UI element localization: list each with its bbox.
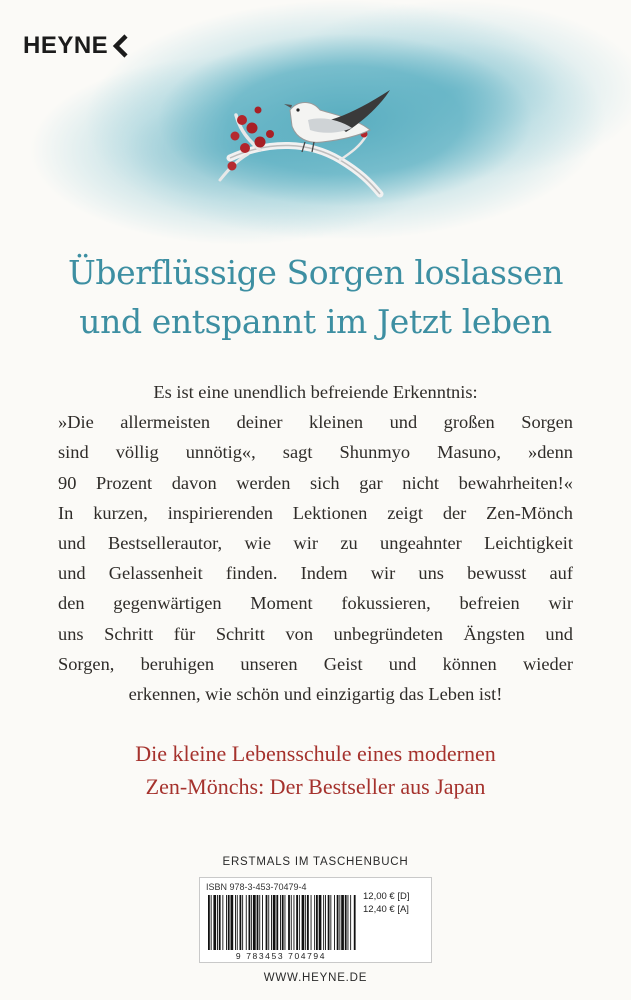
blurb-line: »Die allermeisten deiner kleinen und großen Sorgen xyxy=(58,412,573,433)
tagline-line: Die kleine Lebensschule eines modernen xyxy=(135,741,496,766)
publisher-logo xyxy=(23,32,130,60)
blurb-line: den gegenwärtigen Moment fokussieren, befreien wir xyxy=(58,593,573,614)
website-url: WWW.HEYNE.DE xyxy=(263,972,368,984)
tagline xyxy=(0,737,631,803)
tagline-line: Zen-Mönchs: Der Bestseller aus Japan xyxy=(145,774,486,799)
headline xyxy=(0,248,631,346)
blurb-line: erkennen, wie schön und einzigartig das Leben ist! xyxy=(128,684,503,705)
blurb-line: 90 Prozent davon werden sich gar nicht bewahrheiten!« xyxy=(58,472,573,493)
barcode-box xyxy=(199,877,432,963)
blurb-text xyxy=(58,377,573,709)
edition-note: ERSTMALS IM TASCHENBUCH xyxy=(222,856,409,868)
blurb-line: Sorgen, beruhigen unseren Geist und können wieder xyxy=(58,653,573,674)
heyne-chevron-logo-icon xyxy=(112,34,130,58)
blurb-line: sind völlig unnötig«, sagt Shunmyo Masuno, »denn xyxy=(58,442,573,463)
price-de: 12,00 € [D] xyxy=(363,891,410,902)
headline-line: Überflüssige Sorgen loslassen xyxy=(67,253,564,292)
blurb-line: uns Schritt für Schritt von unbegründeten Ängsten und xyxy=(58,623,573,644)
bird-on-branch-illustration xyxy=(190,70,420,200)
blurb-line: In kurzen, inspirierenden Lektionen zeigt der Zen-Mönch xyxy=(58,502,573,523)
blurb-line: und Gelassenheit finden. Indem wir uns bewusst auf xyxy=(58,563,573,584)
headline-line: und entspannt im Jetzt leben xyxy=(79,302,552,341)
publisher-name: HEYNE xyxy=(23,32,109,59)
barcode-bars xyxy=(206,895,356,950)
blurb-line: und Bestsellerautor, wie wir zu ungeahnter Leichtigkeit xyxy=(58,533,573,554)
isbn-label: ISBN 978-3-453-70479-4 xyxy=(206,882,307,892)
blurb-line: Es ist eine unendlich befreiende Erkenntnis: xyxy=(153,382,478,402)
price-list xyxy=(363,890,409,916)
barcode-number: 9 783453 704794 xyxy=(235,951,327,961)
price-at: 12,40 € [A] xyxy=(363,904,409,915)
